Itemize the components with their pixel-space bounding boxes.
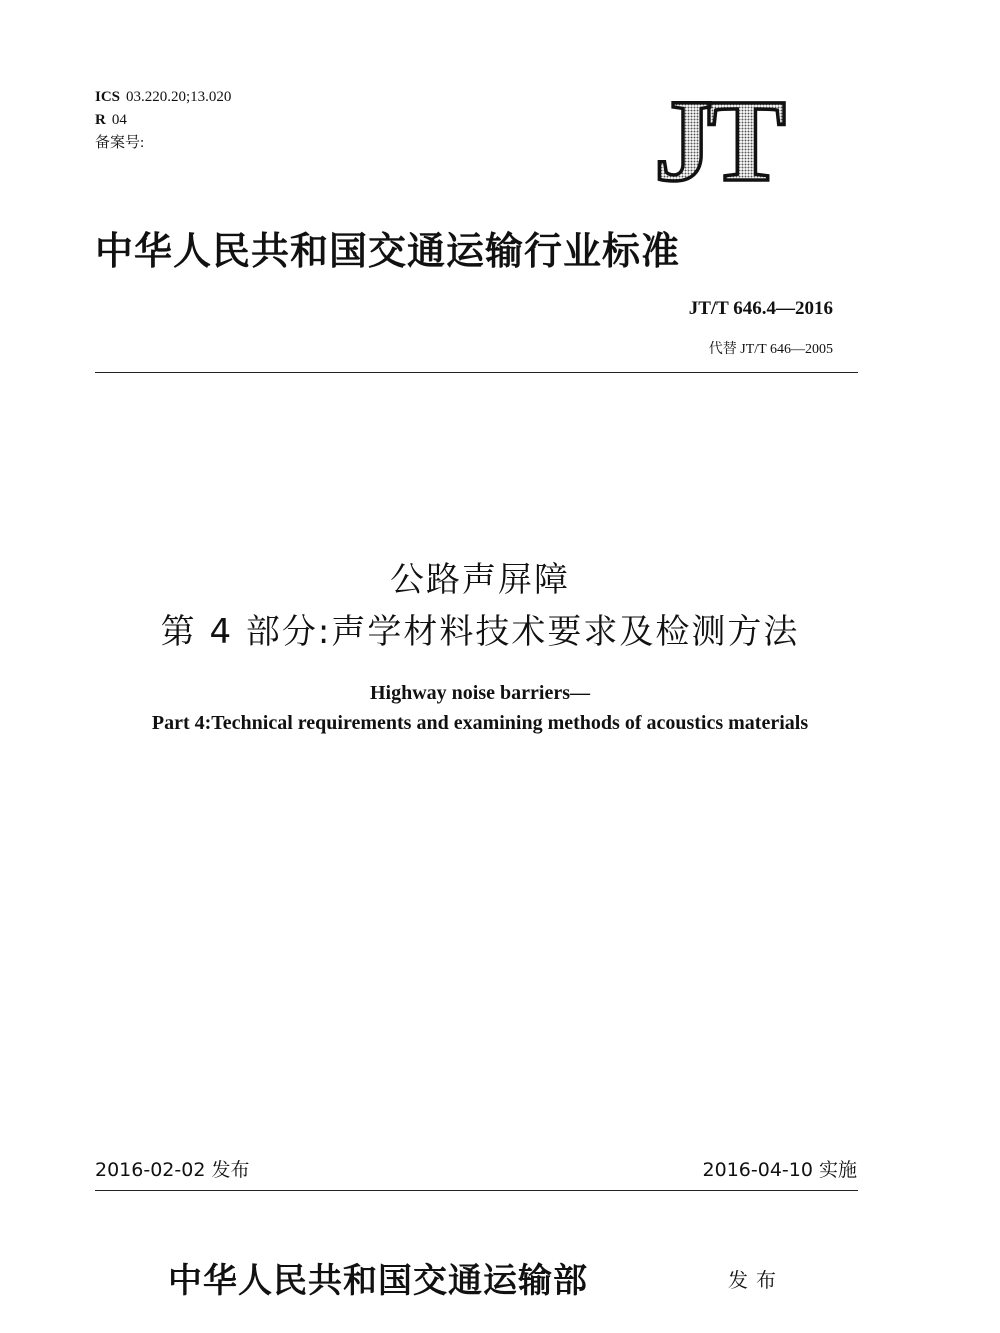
issue-date: 2016-02-02 发布 (95, 1159, 250, 1181)
standard-category: 中华人民共和国交通运输行业标准 (95, 228, 681, 273)
ccs-code (95, 109, 127, 131)
jt-logo (624, 94, 810, 186)
title-en-line1: Highway noise barriers— (370, 682, 590, 704)
ccs-value: 04 (111, 112, 127, 128)
ics-label: ICS (95, 89, 121, 105)
publisher-suffix: 发布 (728, 1268, 784, 1292)
title-cn-line2: 第 4 部分:声学材料技术要求及检测方法 (160, 612, 800, 652)
ccs-label: R (95, 112, 106, 128)
replaces-standard: 代替 JT/T 646—2005 (708, 342, 833, 357)
standard-number: JT/T 646.4—2016 (688, 298, 833, 319)
implement-date: 2016-04-10 实施 (702, 1159, 857, 1181)
ics-code (95, 86, 231, 108)
top-rule (95, 372, 858, 373)
record-number (95, 132, 144, 154)
publisher-name: 中华人民共和国交通运输部 (168, 1261, 588, 1301)
record-label: 备案号: (95, 135, 145, 151)
bottom-rule (95, 1190, 858, 1191)
logo-text: JT (654, 94, 780, 186)
ics-value: 03.220.20;13.020 (126, 89, 232, 105)
title-cn-line1: 公路声屏障 (390, 560, 570, 600)
title-en-line2: Part 4:Technical requirements and examining methods of acoustics materials (151, 712, 809, 734)
